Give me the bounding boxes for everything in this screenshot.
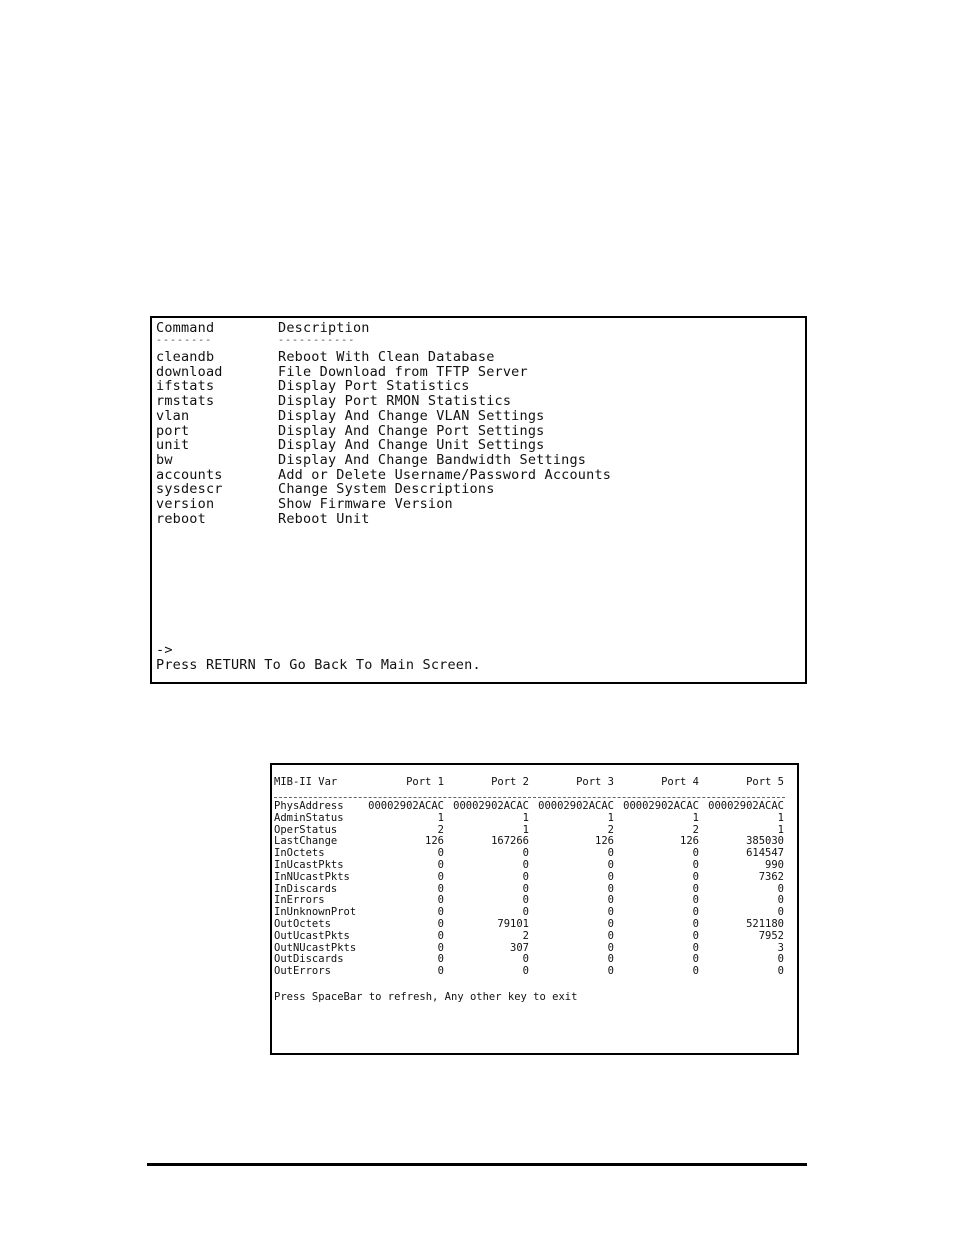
- command-description-bw: Display And Change Bandwidth Settings: [278, 451, 587, 468]
- column-header-port-2: Port 2: [491, 776, 529, 788]
- command-menu-terminal: [150, 316, 807, 684]
- command-name-bw[interactable]: bw: [156, 451, 173, 468]
- stat-value-port-2: 0: [522, 894, 529, 907]
- stat-value-port-3: 00002902ACAC: [538, 800, 614, 812]
- command-name-port[interactable]: port: [156, 422, 190, 439]
- stat-value-port-1: 0: [437, 882, 444, 895]
- column-header-port-5: Port 5: [746, 776, 784, 788]
- command-description-sysdescr: Change System Descriptions: [278, 481, 495, 498]
- description-column-header: Description: [278, 320, 370, 336]
- stat-value-port-3: 0: [607, 941, 614, 954]
- command-description-vlan: Display And Change VLAN Settings: [278, 407, 545, 424]
- mib-var-label: InUcastPkts: [274, 859, 344, 871]
- stat-value-port-4: 126: [680, 835, 699, 848]
- stat-value-port-3: 0: [607, 882, 614, 895]
- command-name-sysdescr[interactable]: sysdescr: [156, 481, 223, 498]
- stat-value-port-4: 0: [692, 882, 699, 895]
- description-header-underline: -----------: [278, 335, 356, 346]
- stat-value-port-2: 1: [522, 823, 529, 836]
- stat-value-port-5: 7362: [758, 870, 784, 883]
- command-name-cleandb[interactable]: cleandb: [156, 349, 215, 365]
- mib-var-label: OutErrors: [274, 965, 331, 978]
- stat-value-port-3: 2: [607, 823, 614, 836]
- mib-var-label: LastChange: [274, 835, 338, 848]
- stat-value-port-5: 0: [777, 894, 784, 907]
- stat-value-port-1: 0: [437, 965, 444, 978]
- stat-value-port-5: 385030: [746, 835, 784, 848]
- stat-value-port-3: 0: [607, 894, 614, 907]
- stat-value-port-3: 0: [607, 965, 614, 978]
- stat-value-port-1: 0: [437, 929, 444, 942]
- stat-value-port-3: 0: [607, 929, 614, 942]
- stat-value-port-1: 0: [437, 859, 444, 871]
- mib-var-label: AdminStatus: [274, 811, 344, 824]
- stat-value-port-5: 0: [777, 906, 784, 919]
- mib-var-label: PhysAddress: [274, 800, 344, 812]
- stat-value-port-3: 0: [607, 859, 614, 871]
- stat-value-port-1: 0: [437, 894, 444, 907]
- stat-value-port-3: 1: [607, 811, 614, 824]
- mib-var-label: InUnknownProt: [274, 906, 357, 919]
- stat-value-port-1: 0: [437, 847, 444, 860]
- column-header-mib-var: MIB-II Var: [274, 776, 338, 788]
- command-name-reboot[interactable]: reboot: [156, 510, 206, 527]
- mib-var-label: OutOctets: [274, 918, 331, 930]
- stat-value-port-4: 0: [692, 870, 699, 883]
- stat-value-port-3: 0: [607, 870, 614, 883]
- stat-value-port-5: 1: [777, 823, 784, 836]
- stat-value-port-3: 0: [607, 906, 614, 919]
- mib-var-label: OutNUcastPkts: [274, 941, 357, 954]
- stat-value-port-2: 0: [522, 859, 529, 871]
- column-header-port-3: Port 3: [576, 776, 614, 788]
- command-description-cleandb: Reboot With Clean Database: [278, 349, 495, 365]
- command-description-accounts: Add or Delete Username/Password Accounts: [278, 466, 612, 483]
- stat-value-port-3: 0: [607, 953, 614, 966]
- command-description-download: File Download from TFTP Server: [278, 363, 528, 380]
- stat-value-port-5: 7952: [758, 929, 784, 942]
- stat-value-port-2: 0: [522, 906, 529, 919]
- stat-value-port-2: 0: [522, 847, 529, 860]
- stat-value-port-4: 0: [692, 965, 699, 978]
- mib-var-label: InNUcastPkts: [274, 870, 350, 883]
- stat-value-port-1: 1: [437, 811, 444, 824]
- stat-value-port-2: 79101: [497, 918, 529, 930]
- command-header-underline: --------: [156, 335, 213, 346]
- mib-var-label: InErrors: [274, 894, 325, 907]
- mib-var-label: InDiscards: [274, 882, 338, 895]
- stat-value-port-1: 0: [437, 906, 444, 919]
- stat-value-port-4: 0: [692, 847, 699, 860]
- stat-value-port-2: 0: [522, 870, 529, 883]
- column-header-port-1: Port 1: [406, 776, 444, 788]
- stat-value-port-5: 0: [777, 965, 784, 978]
- menu-footer-text: Press RETURN To Go Back To Main Screen.: [156, 657, 481, 673]
- stat-value-port-3: 126: [595, 835, 614, 848]
- stat-value-port-2: 00002902ACAC: [453, 800, 529, 812]
- command-name-vlan[interactable]: vlan: [156, 407, 190, 424]
- stats-footer-text: Press SpaceBar to refresh, Any other key to exit: [274, 991, 578, 1003]
- stat-value-port-4: 0: [692, 953, 699, 966]
- command-description-ifstats: Display Port Statistics: [278, 378, 470, 395]
- stat-value-port-3: 0: [607, 918, 614, 930]
- stat-value-port-2: 0: [522, 965, 529, 978]
- mib-var-label: InOctets: [274, 847, 325, 860]
- mib-var-label: OutUcastPkts: [274, 929, 350, 942]
- command-description-unit: Display And Change Unit Settings: [278, 437, 545, 454]
- stat-value-port-4: 1: [692, 811, 699, 824]
- stat-value-port-4: 0: [692, 929, 699, 942]
- column-header-port-4: Port 4: [661, 776, 699, 788]
- stat-value-port-5: 1: [777, 811, 784, 824]
- stat-value-port-4: 0: [692, 859, 699, 871]
- command-name-version[interactable]: version: [156, 496, 215, 512]
- command-column-header: Command: [156, 320, 215, 336]
- command-name-ifstats[interactable]: ifstats: [156, 378, 215, 395]
- stat-value-port-3: 0: [607, 847, 614, 860]
- port-statistics-terminal: [270, 763, 799, 1055]
- stat-value-port-4: 2: [692, 823, 699, 836]
- stat-value-port-2: 0: [522, 953, 529, 966]
- command-prompt[interactable]: ->: [156, 642, 173, 658]
- stat-value-port-5: 00002902ACAC: [708, 800, 784, 812]
- stat-value-port-2: 167266: [491, 835, 529, 848]
- stat-value-port-4: 0: [692, 918, 699, 930]
- stat-value-port-1: 00002902ACAC: [368, 800, 444, 812]
- header-divider: [274, 797, 785, 798]
- stat-value-port-1: 126: [425, 835, 444, 848]
- stat-value-port-5: 614547: [746, 847, 784, 860]
- command-name-accounts[interactable]: accounts: [156, 466, 223, 483]
- stat-value-port-2: 2: [522, 929, 529, 942]
- command-description-port: Display And Change Port Settings: [278, 422, 545, 439]
- mib-var-label: OutDiscards: [274, 953, 344, 966]
- stat-value-port-5: 0: [777, 882, 784, 895]
- stat-value-port-4: 0: [692, 906, 699, 919]
- mib-var-label: OperStatus: [274, 823, 338, 836]
- stat-value-port-5: 521180: [746, 918, 784, 930]
- stat-value-port-4: 00002902ACAC: [623, 800, 699, 812]
- command-name-unit[interactable]: unit: [156, 437, 190, 454]
- stat-value-port-5: 0: [777, 953, 784, 966]
- stat-value-port-5: 3: [777, 941, 784, 954]
- stat-value-port-4: 0: [692, 941, 699, 954]
- stat-value-port-2: 307: [510, 941, 529, 954]
- command-description-version: Show Firmware Version: [278, 496, 453, 512]
- stat-value-port-5: 990: [765, 859, 784, 871]
- stat-value-port-1: 0: [437, 941, 444, 954]
- command-name-download[interactable]: download: [156, 363, 223, 380]
- command-description-reboot: Reboot Unit: [278, 510, 370, 527]
- stat-value-port-2: 1: [522, 811, 529, 824]
- stat-value-port-1: 0: [437, 870, 444, 883]
- command-name-rmstats[interactable]: rmstats: [156, 393, 215, 410]
- stat-value-port-1: 2: [437, 823, 444, 836]
- page-bottom-rule: [147, 1163, 807, 1166]
- stat-value-port-1: 0: [437, 918, 444, 930]
- stat-value-port-2: 0: [522, 882, 529, 895]
- command-description-rmstats: Display Port RMON Statistics: [278, 393, 512, 410]
- stat-value-port-4: 0: [692, 894, 699, 907]
- stat-value-port-1: 0: [437, 953, 444, 966]
